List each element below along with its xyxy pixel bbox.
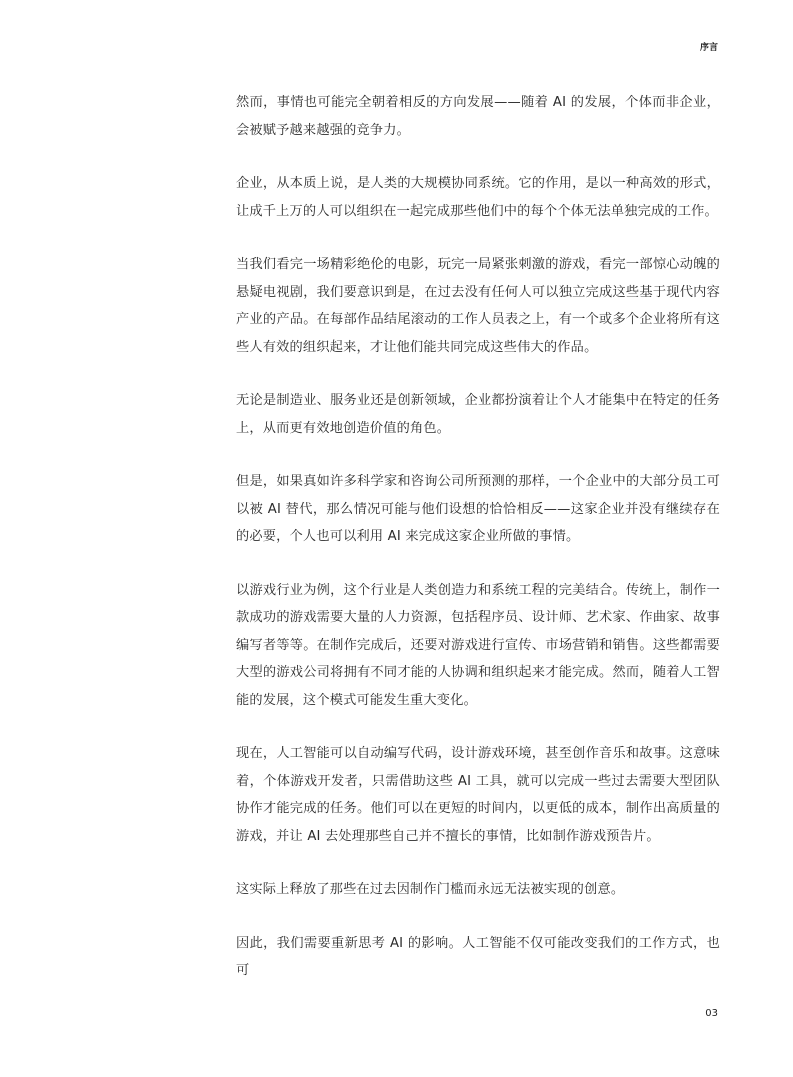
paragraph: 无论是制造业、服务业还是创新领域，企业都扮演着让个人才能集中在特定的任务上，从而更有效地创造价值的角色。 bbox=[236, 393, 720, 436]
paragraph: 现在，人工智能可以自动编写代码，设计游戏环境，甚至创作音乐和故事。这意味着，个体游戏开发者，只需借助这些 AI 工具，就可以完成一些过去需要大型团队协作才能完成的任务。他们可以在更短的时间内，以更低的成本，制作出高质量的游戏，并让 AI 去处理那些自己并不擅长的事情，比如制作游戏预告片。 bbox=[236, 746, 720, 844]
paragraph: 这实际上释放了那些在过去因制作门槛而永远无法被实现的创意。 bbox=[236, 882, 625, 897]
paragraph: 因此，我们需要重新思考 AI 的影响。人工智能不仅可能改变我们的工作方式，也可 bbox=[236, 935, 720, 978]
paragraph: 以游戏行业为例，这个行业是人类创造力和系统工程的完美结合。传统上，制作一款成功的游戏需要大量的人力资源，包括程序员、设计师、艺术家、作曲家、故事编写者等等。在制作完成后，还要对游戏进行宣传、市场营销和销售。这些都需要大型的游戏公司将拥有不同才能的人协调和组织起来才能完成。然而，随着人工智能的发展，这个模式可能发生重大变化。 bbox=[236, 582, 720, 708]
body-text bbox=[236, 89, 720, 1011]
section-header-label: 序言 bbox=[699, 43, 718, 53]
paragraph: 然而，事情也可能完全朝着相反的方向发展——随着 AI 的发展，个体而非企业，会被赋予越来越强的竞争力。 bbox=[236, 95, 720, 138]
paragraph: 企业，从本质上说，是人类的大规模协同系统。它的作用，是以一种高效的形式，让成千上万的人可以组织在一起完成那些他们中的每个个体无法单独完成的工作。 bbox=[236, 176, 720, 219]
page-number: 03 bbox=[705, 1008, 718, 1019]
paragraph: 但是，如果真如许多科学家和咨询公司所预测的那样，一个企业中的大部分员工可以被 AI 替代，那么情况可能与他们设想的恰恰相反——这家企业并没有继续存在的必要，个人也可以利用 AI 来完成这家企业所做的事情。 bbox=[236, 474, 720, 544]
paragraph: 当我们看完一场精彩绝伦的电影，玩完一局紧张刺激的游戏，看完一部惊心动魄的悬疑电视剧，我们要意识到是，在过去没有任何人可以独立完成这些基于现代内容产业的产品。在每部作品结尾滚动的工作人员表之上，有一个或多个企业将所有这些人有效的组织起来，才让他们能共同完成这些伟大的作品。 bbox=[236, 257, 720, 355]
